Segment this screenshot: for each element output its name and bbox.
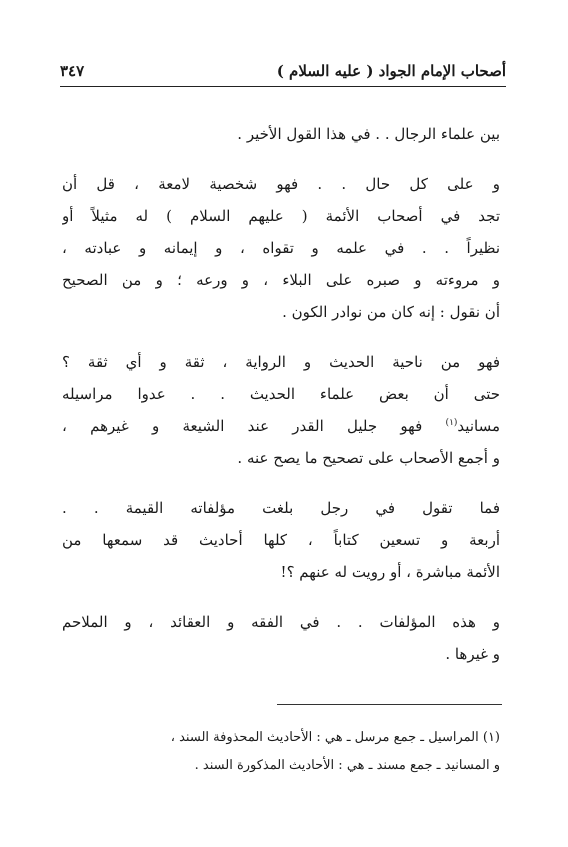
- paragraph-3: [62, 346, 500, 474]
- footnote-line: و المسانيد ـ جمع مسند ـ هي : الأحاديث المذكورة السند .: [194, 758, 500, 773]
- text-line: أربعة و تسعين كتاباً ، كلها أحاديث قد سمعها من: [62, 531, 500, 549]
- text-line: حتى أن بعض علماء الحديث . . عدوا مراسيله: [62, 385, 500, 403]
- main-text: [62, 118, 500, 688]
- footnote-line: (١) المراسيل ـ جمع مرسل ـ هي : الأحاديث المحذوفة السند ،: [170, 730, 500, 745]
- text-line: فهو من ناحية الحديث و الرواية ، ثقة و أي ثقة ؟: [62, 353, 500, 371]
- text-segment: فهو جليل القدر عند الشيعة و غيرهم ،: [62, 417, 423, 435]
- page-number: ٣٤٧: [60, 62, 85, 80]
- text-line: و على كل حال . . فهو شخصية لامعة ، قل أن: [62, 175, 500, 193]
- paragraph-5: [62, 606, 500, 670]
- paragraph-4: [62, 492, 500, 588]
- header-rule: [60, 86, 506, 87]
- text-line: فما تقول في رجل بلغت مؤلفاته القيمة . .: [62, 499, 500, 517]
- footnote-reference: (١): [445, 418, 458, 428]
- text-line: تجد في أصحاب الأئمة ( عليهم السلام ) له مثيلاً أو: [62, 207, 500, 225]
- text-segment: مسانيد: [457, 417, 500, 435]
- text-line: أن نقول : إنه كان من نوادر الكون .: [282, 303, 500, 321]
- text-line: و غيرها .: [445, 645, 500, 663]
- text-line-with-footnote: [62, 410, 500, 442]
- text-line: و هذه المؤلفات . . في الفقه و العقائد ، و الملاحم: [62, 613, 500, 631]
- paragraph-1: [62, 118, 500, 150]
- footnote-separator: [277, 704, 502, 705]
- text-line: بين علماء الرجال . . في هذا القول الأخير .: [237, 125, 500, 143]
- running-title: أصحاب الإمام الجواد ( عليه السلام ): [276, 62, 506, 80]
- text-line: الأئمة مباشرة ، أو رويت له عنهم ؟!: [280, 563, 500, 581]
- text-line: نظيراً . . في علمه و تقواه ، و إيمانه و عبادته ،: [62, 239, 500, 257]
- page-header: [60, 58, 506, 88]
- footnotes: [62, 724, 500, 780]
- paragraph-2: [62, 168, 500, 328]
- text-line: و مروءته و صبره على البلاء ، و ورعه ؛ و من الصحيح: [62, 271, 500, 289]
- text-line: و أجمع الأصحاب على تصحيح ما يصح عنه .: [237, 449, 500, 467]
